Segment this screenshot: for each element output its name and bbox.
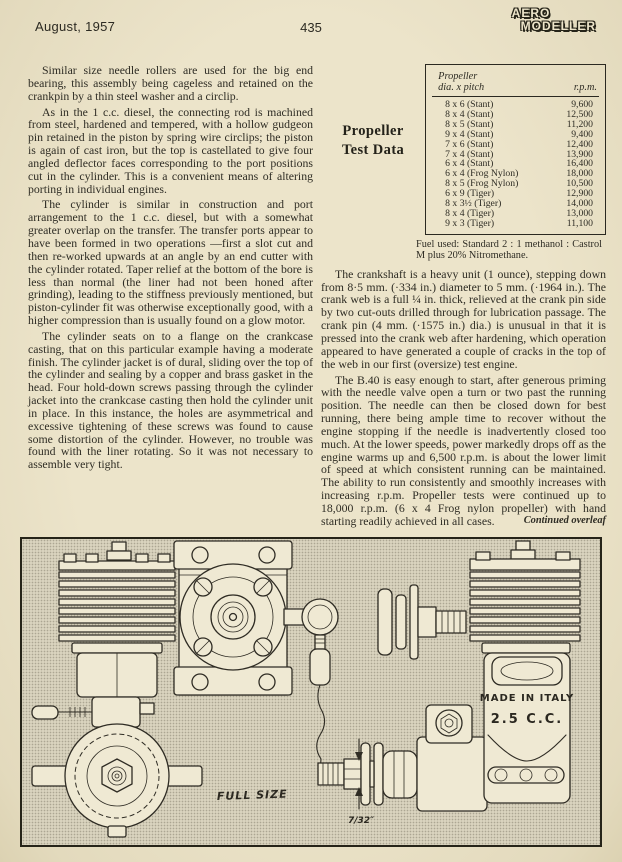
prop-size: 8 x 4 (Tiger) xyxy=(445,207,495,219)
prop-size: 7 x 4 (Stant) xyxy=(445,148,494,160)
fuel-line xyxy=(317,685,325,773)
rpm-value: 11,100 xyxy=(566,217,593,229)
article-left-column xyxy=(28,64,313,474)
continued-overleaf-note: Continued overleaf xyxy=(523,514,606,526)
prop-size: 9 x 4 (Stant) xyxy=(445,128,494,140)
fuel-note: Fuel used: Standard 2 : 1 methanol : Castrol M plus 20% Nitromethane. xyxy=(416,238,602,262)
page-number: 435 xyxy=(300,20,322,35)
prop-size: 8 x 5 (Frog Nylon) xyxy=(445,178,519,190)
prop-size: 6 x 9 (Tiger) xyxy=(445,188,495,200)
crankshaft-assembly-view xyxy=(318,705,487,811)
rpm-value: 9,400 xyxy=(571,128,593,140)
logo-line-1: AERO xyxy=(511,6,551,20)
prop-size: 7 x 6 (Stant) xyxy=(445,138,494,150)
table-header xyxy=(432,70,599,97)
prop-size: 9 x 3 (Tiger) xyxy=(445,217,495,229)
rpm-value: 9,600 xyxy=(571,99,593,110)
propeller-test-data-section xyxy=(321,64,606,235)
right-column-paragraphs xyxy=(321,268,606,528)
bolt-hole xyxy=(192,674,208,690)
table-body xyxy=(432,97,599,230)
table-header-rpm: r.p.m. xyxy=(573,82,597,93)
prop-size: 8 x 6 (Stant) xyxy=(445,99,494,110)
prop-size: 6 x 4 (Stant) xyxy=(445,158,494,170)
rpm-value: 11,200 xyxy=(566,118,593,130)
displacement-label: 2.5 C.C. xyxy=(490,712,564,727)
paragraph: The cylinder is similar in construction and port arrangement to the 1 c.c. diesel, but with a somewhat greater overlap on the transfer. The transfer ports appear to have been formed in two operations —first a slot cut and then re-worked upwards at an angle by an end cutter with the cylinder rotated. Taper relief at the bottom of the bore is less than normal (the liner had not been honed after grinding), leading to the stiffness previously mentioned, but piston-cylinder fit was otherwise exceptionally good, with a higher compression than is usually found on a glow motor. xyxy=(28,197,313,328)
fuel-jet xyxy=(310,649,330,685)
section-heading-line2: Test Data xyxy=(341,142,405,158)
header-date: August, 1957 xyxy=(35,19,116,34)
prop-size: 8 x 5 (Stant) xyxy=(445,118,494,130)
section-heading xyxy=(321,64,425,235)
mounting-lug xyxy=(164,766,202,786)
prop-size: 8 x 4 (Stant) xyxy=(445,108,494,120)
bolt-hole xyxy=(259,674,275,690)
engine-technical-drawing xyxy=(22,539,600,845)
table-row xyxy=(432,219,597,229)
propeller-table xyxy=(425,64,606,235)
rpm-value: 13,900 xyxy=(566,148,593,160)
engine-front-view xyxy=(174,541,338,773)
rpm-value: 18,000 xyxy=(566,168,593,180)
prop-size: 8 x 3½ (Tiger) xyxy=(445,198,502,210)
needle-valve-knob xyxy=(32,706,58,719)
carburettor-venturi xyxy=(302,599,338,635)
prop-nut xyxy=(344,759,361,789)
bolt-hole xyxy=(259,547,275,563)
engine-drawing-figure xyxy=(20,537,602,847)
rpm-value: 10,500 xyxy=(566,178,593,190)
mounting-lug xyxy=(32,766,70,786)
rpm-value: 13,000 xyxy=(566,207,593,219)
paragraph: Similar size needle rollers are used for the big end bearing, this assembly being cageless and retained on the crankpin by a thin steel washer and a circlip. xyxy=(28,63,313,103)
logo-line-2: MODELLER xyxy=(520,19,596,33)
table-header-propeller: Propeller dia. x pitch xyxy=(438,71,485,93)
paragraph: The cylinder seats on to a flange on the crankcase casting, that on this particular example having a moderate finish. The cylinder jacket is of dural, sliding over the top of the cylinder and sealing by a copper and brass gasket in the head. Four hold-down screws passing through the cylinder jacket into the crankcase casting then hold the cylinder unit in place. In this instance, the holes are asymmetrical and excessive tightening of these screws was found to cause some distortion of the cylinder. However, no trouble was found with the liner rotating. So it was not necessary to assemble very tight. xyxy=(28,328,313,472)
rpm-value: 12,500 xyxy=(566,108,593,120)
paragraph: The crankshaft is a heavy unit (1 ounce), stepping down from 8·5 mm. (·334 in.) diameter to 5 mm. (·1964 in.). The crank web is a full ¼ in. thick, relieved at the crank pin side by two cut-outs drilled through for lubrication passage. The crank pin (4 mm. (·1575 in.) dia.) is unusual in that it is pressed into the crank web after hardening, which operation appeared to have generated a couple of cracks in the top of the web in our first (oversize) test engine. xyxy=(321,266,606,371)
backplate-hex-nut xyxy=(102,759,132,792)
bolt-hole xyxy=(192,547,208,563)
rpm-value: 16,400 xyxy=(566,158,593,170)
dimension-label: 7/32″ xyxy=(348,816,375,826)
paragraph: As in the 1 c.c. diesel, the connecting rod is machined from steel, hardened and tempered, with a hollow gudgeon pin retained in the piston by spring wire circlips; the piston is again of cast iron, but the top is castellated to give four angled deflector faces corresponding to the port positions cut in the cylinder. This is a convenient means of altering porting in individual engines. xyxy=(28,104,313,196)
article-right-column xyxy=(321,64,606,531)
section-heading-line1: Propeller xyxy=(342,123,404,139)
magazine-logo xyxy=(512,7,596,33)
rpm-value: 12,400 xyxy=(566,138,593,150)
paragraph: The B.40 is easy enough to start, after generous priming with the needle valve open a turn or two past the running position. The needle can then be closed down for best running, there being ample time to recover without the engine stopping if the needle is inadvertently closed too much. At the lower speeds, power markedly drops off as the engine warms up and 6,500 r.p.m. is about the lower limit of speed at which consistent running can be maintained. The ability to run consistently and smoothly increases with increasing r.p.m. Propeller tests were continued up to 18,000 r.p.m. (6 x 4 Frog nylon propeller) with hand starting readily achieved in all cases. xyxy=(321,372,606,528)
full-size-label: FULL SIZE xyxy=(216,787,288,803)
rpm-value: 12,900 xyxy=(566,188,593,200)
exhaust-stack xyxy=(492,657,562,685)
prop-size: 6 x 4 (Frog Nylon) xyxy=(445,168,519,180)
made-in-italy-label: MADE IN ITALY xyxy=(479,693,575,704)
rpm-value: 14,000 xyxy=(566,198,593,210)
